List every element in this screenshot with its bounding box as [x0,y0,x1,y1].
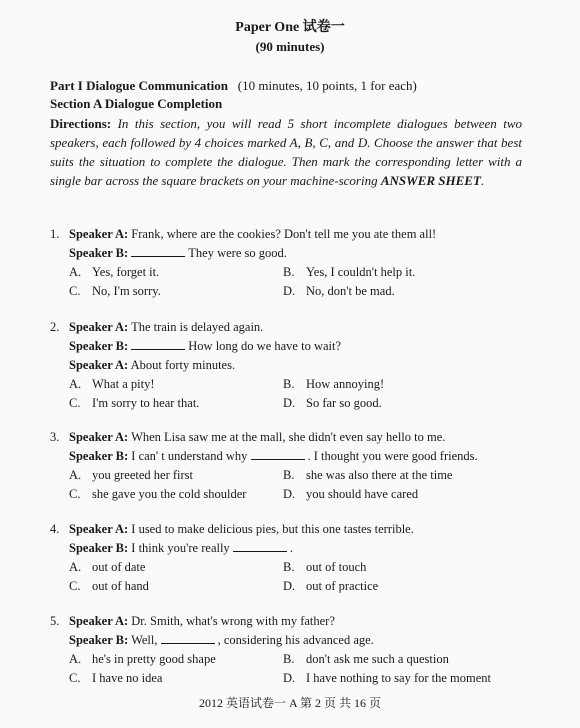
dialogue-after: , considering his advanced age. [217,633,374,647]
answer-blank [131,245,185,257]
option-d [283,577,378,596]
options-row [50,558,550,577]
question-1 [50,225,550,301]
dialogue-line [50,447,550,466]
option-a [69,263,159,282]
option-text: she was also there at the time [306,468,453,482]
question-number: 3. [50,430,60,444]
option-b [283,263,415,282]
option-letter: B. [283,468,295,482]
option-a [69,466,193,485]
option-text: What a pity! [92,377,155,391]
part-heading [50,78,417,94]
answer-blank [161,632,215,644]
speaker-label: Speaker B: [69,246,129,260]
option-d [283,485,418,504]
question-5 [50,612,550,688]
dialogue-line [50,631,550,650]
directions-paragraph [50,114,522,190]
dialogue-before: I used to make delicious pies, but this one tastes terrible. [131,522,414,536]
dialogue-text [69,428,445,447]
option-c [69,485,246,504]
option-text: out of practice [306,579,379,593]
option-a [69,375,154,394]
option-text: I'm sorry to hear that. [92,396,200,410]
dialogue-text [69,225,436,244]
dialogue-text [69,244,287,263]
option-letter: A. [69,652,82,666]
dialogue-text [69,539,293,558]
options-row [50,263,550,282]
answer-blank [131,338,185,350]
option-b [283,466,452,485]
dialogue-after: . [289,541,293,555]
directions-label: Directions: [50,116,112,131]
option-a [69,558,145,577]
option-letter: D. [283,579,296,593]
question-number: 2. [50,320,60,334]
option-text: you greeted her first [92,468,194,482]
speaker-label: Speaker A: [69,320,129,334]
option-c [69,282,161,301]
answer-blank [251,448,305,460]
option-text: out of date [92,560,146,574]
question-2 [50,318,550,413]
options-row [50,577,550,596]
dialogue-before: Well, [131,633,158,647]
option-text: I have nothing to say for the moment [306,671,492,685]
option-letter: B. [283,265,295,279]
dialogue-after: They were so good. [188,246,287,260]
option-letter: D. [283,396,296,410]
option-b [283,375,384,394]
dialogue-text [69,447,478,466]
option-c [69,669,162,688]
option-text: you should have cared [306,487,419,501]
section-heading: Section A Dialogue Completion [50,96,223,111]
dialogue-before: When Lisa saw me at the mall, she didn't even say hello to me. [131,430,446,444]
option-c [69,577,149,596]
dialogue-line [50,244,550,263]
option-letter: A. [69,265,82,279]
directions-end: . [480,173,485,188]
option-d [283,669,491,688]
dialogue-text [69,612,335,631]
option-letter: A. [69,560,82,574]
option-letter: C. [69,284,81,298]
speaker-label: Speaker B: [69,449,129,463]
directions-text: In this section, you will read 5 short incomplete dialogues between two speakers, each followed by 4 choices marked A, B, C, and D. Choose the answer that best suits the situation to complete the dialogue. Then mark the corresponding letter with a single bar across the square brackets on your machine-scoring [50,116,523,188]
option-d [283,394,382,413]
option-letter: C. [69,579,81,593]
dialogue-after: . I thought you were good friends. [307,449,478,463]
options-row [50,669,550,688]
dialogue-line [50,520,550,539]
dialogue-text [69,520,414,539]
dialogue-before: Dr. Smith, what's wrong with my father? [131,614,335,628]
question-number: 1. [50,227,60,241]
option-letter: D. [283,487,296,501]
speaker-label: Speaker A: [69,430,129,444]
option-b [283,650,449,669]
option-a [69,650,216,669]
dialogue-line [50,225,550,244]
question-number: 5. [50,614,60,628]
dialogue-before: The train is delayed again. [131,320,264,334]
dialogue-line [50,318,550,337]
options-row [50,394,550,413]
option-text: out of hand [92,579,149,593]
speaker-label: Speaker A: [69,358,129,372]
option-text: No, I'm sorry. [92,284,161,298]
dialogue-text [69,318,263,337]
option-text: don't ask me such a question [306,652,449,666]
speaker-label: Speaker B: [69,633,129,647]
dialogue-line [50,612,550,631]
part-note: (10 minutes, 10 points, 1 for each) [237,78,417,93]
dialogue-line [50,539,550,558]
page-title: Paper One 试卷一 [235,20,345,35]
speaker-label: Speaker B: [69,541,129,555]
option-text: out of touch [306,560,367,574]
speaker-label: Speaker B: [69,339,129,353]
option-letter: D. [283,671,296,685]
options-row [50,650,550,669]
option-c [69,394,199,413]
dialogue-after: How long do we have to wait? [188,339,342,353]
speaker-label: Speaker A: [69,227,129,241]
answer-sheet-emphasis: ANSWER SHEET [380,173,481,188]
options-row [50,485,550,504]
question-number: 4. [50,522,60,536]
dialogue-line [50,337,550,356]
option-letter: B. [283,560,295,574]
question-4 [50,520,550,596]
dialogue-before: About forty minutes. [130,358,236,372]
dialogue-before: I think you're really [131,541,230,555]
page-footer: 2012 英语试卷一 A 第 2 页 共 16 页 [198,696,381,710]
option-text: I have no idea [92,671,163,685]
option-letter: A. [69,468,82,482]
options-row [50,466,550,485]
option-d [283,282,395,301]
options-row [50,282,550,301]
dialogue-line [50,428,550,447]
answer-blank [233,540,287,552]
option-text: So far so good. [306,396,382,410]
option-letter: B. [283,652,295,666]
dialogue-before: Frank, where are the cookies? Don't tell me you ate them all! [131,227,437,241]
option-text: Yes, I couldn't help it. [306,265,416,279]
option-letter: A. [69,377,82,391]
speaker-label: Speaker A: [69,522,129,536]
option-text: How annoying! [306,377,385,391]
option-letter: B. [283,377,295,391]
option-text: she gave you the cold shoulder [92,487,247,501]
duration-label: (90 minutes) [255,39,325,54]
dialogue-before: I can' t understand why [131,449,248,463]
option-text: No, don't be mad. [306,284,395,298]
option-letter: C. [69,396,81,410]
part-label: Part I Dialogue Communication [50,78,229,93]
dialogue-text [69,356,235,375]
option-letter: D. [283,284,296,298]
dialogue-text [69,631,374,650]
speaker-label: Speaker A: [69,614,129,628]
question-3 [50,428,550,504]
option-text: he's in pretty good shape [92,652,216,666]
options-row [50,375,550,394]
option-letter: C. [69,487,81,501]
option-text: Yes, forget it. [92,265,160,279]
option-letter: C. [69,671,81,685]
option-b [283,558,366,577]
dialogue-line [50,356,550,375]
dialogue-text [69,337,341,356]
